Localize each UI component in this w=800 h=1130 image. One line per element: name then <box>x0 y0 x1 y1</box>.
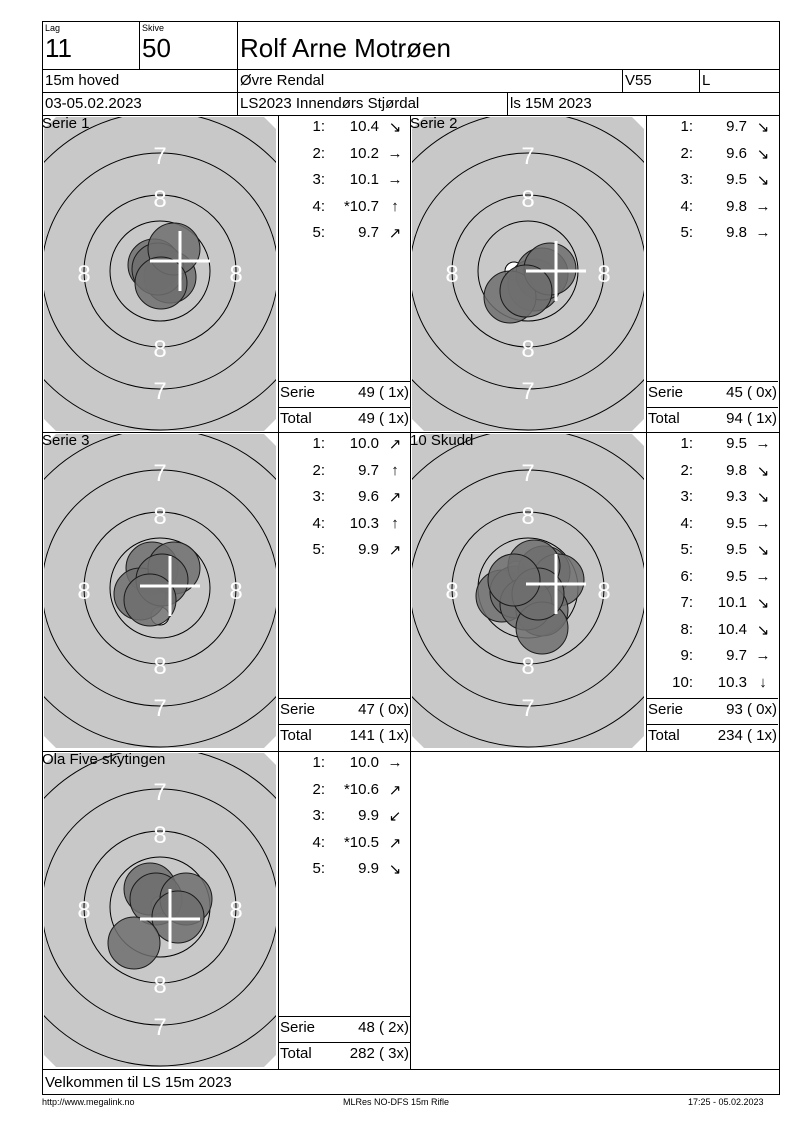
serie-value: 45 ( 0x) <box>726 384 777 401</box>
total-value: 94 ( 1x) <box>726 410 777 427</box>
summary-divider <box>278 698 410 699</box>
shot-row <box>279 754 409 774</box>
shot-row <box>647 462 777 482</box>
shot-number: 5: <box>312 224 325 241</box>
shot-score: 9.7 <box>726 118 747 135</box>
shot-direction-icon: ↗ <box>388 436 402 453</box>
shot-row <box>647 621 777 641</box>
panel-vsep-a <box>278 115 279 1069</box>
shot-score: 9.3 <box>726 488 747 505</box>
ring-label: 8 <box>153 972 167 999</box>
shot-score: 10.1 <box>717 594 747 611</box>
event-name: LS2023 Innendørs Stjørdal <box>240 95 420 112</box>
shot-number: 4: <box>312 197 325 215</box>
total-label: Total <box>280 1045 312 1062</box>
shot-score: 10.4 <box>349 118 379 135</box>
shot-number: 5: <box>680 541 693 558</box>
target-4 <box>412 434 644 748</box>
shot-direction-icon: ↘ <box>756 621 770 639</box>
summary-divider <box>646 407 778 408</box>
shot-hole <box>108 917 160 969</box>
shot-row <box>279 435 409 455</box>
serie-label: Serie <box>648 701 684 718</box>
summary-divider <box>646 698 778 699</box>
frame-top <box>42 21 780 22</box>
shot-number: 7: <box>680 594 693 611</box>
ring-label: 8 <box>521 336 535 363</box>
shot-score: 9.6 <box>358 488 379 505</box>
shot-direction-icon: → <box>387 144 403 162</box>
shot-direction-icon: → <box>755 435 771 452</box>
skive-label: Skive <box>142 23 165 33</box>
shot-row <box>279 860 409 880</box>
ring-label: 7 <box>153 460 167 487</box>
ring-label: 7 <box>153 695 167 722</box>
header-vsep-main <box>237 21 238 115</box>
summary-divider <box>278 724 410 725</box>
serie-label: Serie <box>648 384 684 401</box>
shot-number: 1: <box>312 118 325 135</box>
summary-divider <box>278 1016 410 1017</box>
shot-number: 1: <box>680 435 693 452</box>
category: L <box>702 72 711 89</box>
shot-direction-icon: ↗ <box>388 781 402 799</box>
ring-label: 8 <box>229 578 243 605</box>
shot-direction-icon: ↑ <box>391 514 399 532</box>
total-value: 282 ( 3x) <box>349 1045 409 1062</box>
shot-direction-icon: ↘ <box>388 119 402 136</box>
serie-value: 48 ( 2x) <box>358 1019 409 1036</box>
frame-left <box>42 21 43 1095</box>
program-name: ls 15M 2023 <box>510 95 592 112</box>
summary-divider <box>278 381 410 382</box>
shot-row <box>647 145 777 165</box>
shot-number: 1: <box>312 754 325 771</box>
shot-number: 2: <box>680 461 693 479</box>
ring-label: 7 <box>521 695 535 722</box>
shot-score: 9.6 <box>726 144 747 162</box>
ring-label: 8 <box>597 578 611 605</box>
shot-direction-icon: → <box>755 647 771 664</box>
shot-score: 10.1 <box>349 171 379 188</box>
shot-score: 9.7 <box>726 647 747 664</box>
shot-number: 2: <box>312 461 325 479</box>
shot-row <box>647 541 777 561</box>
shot-score: *10.6 <box>343 780 379 798</box>
total-value: 141 ( 1x) <box>349 727 409 744</box>
shot-direction-icon: ↗ <box>388 225 402 242</box>
serie-value: 49 ( 1x) <box>358 384 409 401</box>
serie-label: Serie <box>280 384 316 401</box>
summary-divider <box>646 381 778 382</box>
shot-score: 9.8 <box>726 197 747 215</box>
serie-label: Serie <box>280 1019 316 1036</box>
shot-number: 2: <box>312 144 325 162</box>
shot-number: 2: <box>312 780 325 798</box>
footer-software: MLRes NO-DFS 15m Rifle <box>343 1097 450 1107</box>
shot-row <box>647 594 777 614</box>
shot-number: 3: <box>312 488 325 505</box>
shot-direction-icon: ↘ <box>756 145 770 163</box>
shot-score: 9.8 <box>726 224 747 241</box>
shot-direction-icon: ↘ <box>756 595 770 612</box>
welcome-text: Velkommen til LS 15m 2023 <box>45 1074 232 1091</box>
ring-label: 7 <box>521 143 535 170</box>
ring-label: 8 <box>153 653 167 680</box>
shot-row <box>647 568 777 588</box>
ring-label: 7 <box>521 460 535 487</box>
shot-hole <box>152 891 204 943</box>
header-vsep-program <box>507 92 508 115</box>
shot-number: 10: <box>672 673 693 691</box>
shot-row <box>279 171 409 191</box>
panel-hsep-4 <box>42 1094 780 1095</box>
shot-direction-icon: → <box>387 754 403 771</box>
shot-score: 9.8 <box>726 461 747 479</box>
panel-title: Ola Five skytingen <box>42 751 166 768</box>
ring-label: 8 <box>229 261 243 288</box>
frame-right <box>779 21 780 1095</box>
shot-score: 9.9 <box>358 860 379 877</box>
ring-label: 8 <box>153 186 167 213</box>
shot-number: 6: <box>680 567 693 585</box>
shot-row <box>279 462 409 482</box>
ring-label: 8 <box>153 336 167 363</box>
ring-label: 8 <box>153 822 167 849</box>
shot-number: 2: <box>680 144 693 162</box>
ring-label: 7 <box>521 378 535 405</box>
shot-score: 9.9 <box>358 807 379 824</box>
shot-hole <box>500 265 552 317</box>
shot-hole <box>488 554 540 606</box>
shot-score: 10.0 <box>349 754 379 771</box>
footer-timestamp: 17:25 - 05.02.2023 <box>688 1097 764 1107</box>
shot-row <box>647 488 777 508</box>
ring-label: 8 <box>445 578 459 605</box>
shot-number: 1: <box>680 118 693 135</box>
shot-direction-icon: ↘ <box>756 542 770 559</box>
shot-direction-icon: ↘ <box>756 489 770 506</box>
shot-number: 5: <box>312 860 325 877</box>
event-date: 03-05.02.2023 <box>45 95 142 112</box>
ring-label: 8 <box>445 261 459 288</box>
panel-title: Serie 2 <box>410 115 458 132</box>
class-name: 15m hoved <box>45 72 120 89</box>
summary-divider <box>278 407 410 408</box>
shot-direction-icon: ↗ <box>388 489 402 506</box>
ring-label: 7 <box>153 779 167 806</box>
shot-direction-icon: ↘ <box>388 861 402 878</box>
shot-score: 9.7 <box>358 461 379 479</box>
shot-direction-icon: → <box>755 224 771 241</box>
shot-number: 5: <box>312 541 325 558</box>
shot-number: 4: <box>680 514 693 532</box>
panel-hsep-3 <box>42 1069 780 1070</box>
shot-number: 5: <box>680 224 693 241</box>
shooter-name: Rolf Arne Motrøen <box>240 33 451 63</box>
footer-url[interactable]: http://www.megalink.no <box>42 1097 135 1107</box>
shot-number: 8: <box>680 620 693 638</box>
total-value: 234 ( 1x) <box>717 727 777 744</box>
ring-label: 8 <box>77 897 91 924</box>
shot-direction-icon: ↘ <box>756 462 770 480</box>
shot-direction-icon: ↘ <box>756 172 770 189</box>
shot-row <box>647 198 777 218</box>
shot-row <box>279 834 409 854</box>
shot-number: 3: <box>680 171 693 188</box>
shot-score: 9.5 <box>726 541 747 558</box>
shot-row <box>647 118 777 138</box>
ring-label: 8 <box>153 503 167 530</box>
shot-row <box>279 541 409 561</box>
summary-divider <box>646 724 778 725</box>
shot-number: 4: <box>312 514 325 532</box>
shot-row <box>279 488 409 508</box>
ring-label: 8 <box>597 261 611 288</box>
shot-row <box>647 435 777 455</box>
shot-row <box>279 118 409 138</box>
total-label: Total <box>280 410 312 427</box>
shot-row <box>647 224 777 244</box>
lag-label: Lag <box>45 23 61 33</box>
ring-label: 8 <box>77 578 91 605</box>
target-1 <box>44 117 276 431</box>
shot-score: 9.9 <box>358 541 379 558</box>
panel-title: Serie 3 <box>42 432 90 449</box>
skive-value: 50 <box>142 33 171 63</box>
header-divider-1 <box>42 69 780 70</box>
shot-number: 3: <box>312 171 325 188</box>
lag-value: 11 <box>45 33 72 63</box>
shot-score: 10.3 <box>717 673 747 691</box>
header-vsep-cat <box>699 69 700 92</box>
shot-direction-icon: ↘ <box>756 119 770 136</box>
target-2 <box>412 117 644 431</box>
panel-title: Serie 1 <box>42 115 90 132</box>
ring-label: 8 <box>229 897 243 924</box>
ring-label: 8 <box>521 186 535 213</box>
age-class: V55 <box>625 72 652 89</box>
panel-vsep-b <box>410 115 411 1069</box>
shot-score: 9.5 <box>726 435 747 452</box>
target-5 <box>44 753 276 1067</box>
shot-row <box>279 807 409 827</box>
shot-row <box>647 674 777 694</box>
shot-row <box>279 515 409 535</box>
shot-row <box>279 224 409 244</box>
ring-label: 7 <box>153 378 167 405</box>
shot-direction-icon: ↗ <box>388 542 402 559</box>
shot-direction-icon: → <box>755 197 771 215</box>
shot-row <box>647 171 777 191</box>
panel-title: 10 Skudd <box>410 432 474 449</box>
shot-score: 9.7 <box>358 224 379 241</box>
header-vsep-age <box>622 69 623 92</box>
shot-number: 9: <box>680 647 693 664</box>
shot-score: 10.0 <box>349 435 379 452</box>
shot-score: 10.3 <box>349 514 379 532</box>
shot-direction-icon: → <box>755 514 771 532</box>
shot-direction-icon: ↑ <box>391 197 399 215</box>
shot-score: 9.5 <box>726 171 747 188</box>
total-label: Total <box>280 727 312 744</box>
shot-hole <box>124 574 176 626</box>
shot-number: 4: <box>680 197 693 215</box>
shot-direction-icon: ↑ <box>391 461 399 479</box>
total-value: 49 ( 1x) <box>358 410 409 427</box>
ring-label: 8 <box>521 653 535 680</box>
shot-direction-icon: ↗ <box>388 834 402 852</box>
shot-number: 1: <box>312 435 325 452</box>
shot-score: 9.5 <box>726 514 747 532</box>
shot-score: 9.5 <box>726 567 747 585</box>
serie-value: 47 ( 0x) <box>358 701 409 718</box>
shot-number: 3: <box>312 807 325 824</box>
summary-divider <box>278 1042 410 1043</box>
shot-number: 4: <box>312 833 325 851</box>
ring-label: 8 <box>521 503 535 530</box>
ring-label: 7 <box>153 1014 167 1041</box>
shot-direction-icon: → <box>755 567 771 585</box>
ring-label: 8 <box>77 261 91 288</box>
shot-row <box>279 781 409 801</box>
total-label: Total <box>648 727 680 744</box>
shot-row <box>647 515 777 535</box>
shot-direction-icon: ↓ <box>759 673 767 691</box>
serie-value: 93 ( 0x) <box>726 701 777 718</box>
shot-direction-icon: → <box>387 171 403 188</box>
shot-direction-icon: ↙ <box>388 808 402 825</box>
total-label: Total <box>648 410 680 427</box>
target-3 <box>44 434 276 748</box>
club-name: Øvre Rendal <box>240 72 325 89</box>
shot-row <box>279 145 409 165</box>
ring-label: 7 <box>153 143 167 170</box>
shot-number: 3: <box>680 488 693 505</box>
header-divider-2 <box>42 92 780 93</box>
shot-row <box>647 647 777 667</box>
shot-score: 10.4 <box>717 620 747 638</box>
header-vsep-lag <box>139 21 140 69</box>
shot-score: *10.5 <box>343 833 379 851</box>
shot-row <box>279 198 409 218</box>
serie-label: Serie <box>280 701 316 718</box>
shot-score: 10.2 <box>349 144 379 162</box>
shot-score: *10.7 <box>343 197 379 215</box>
